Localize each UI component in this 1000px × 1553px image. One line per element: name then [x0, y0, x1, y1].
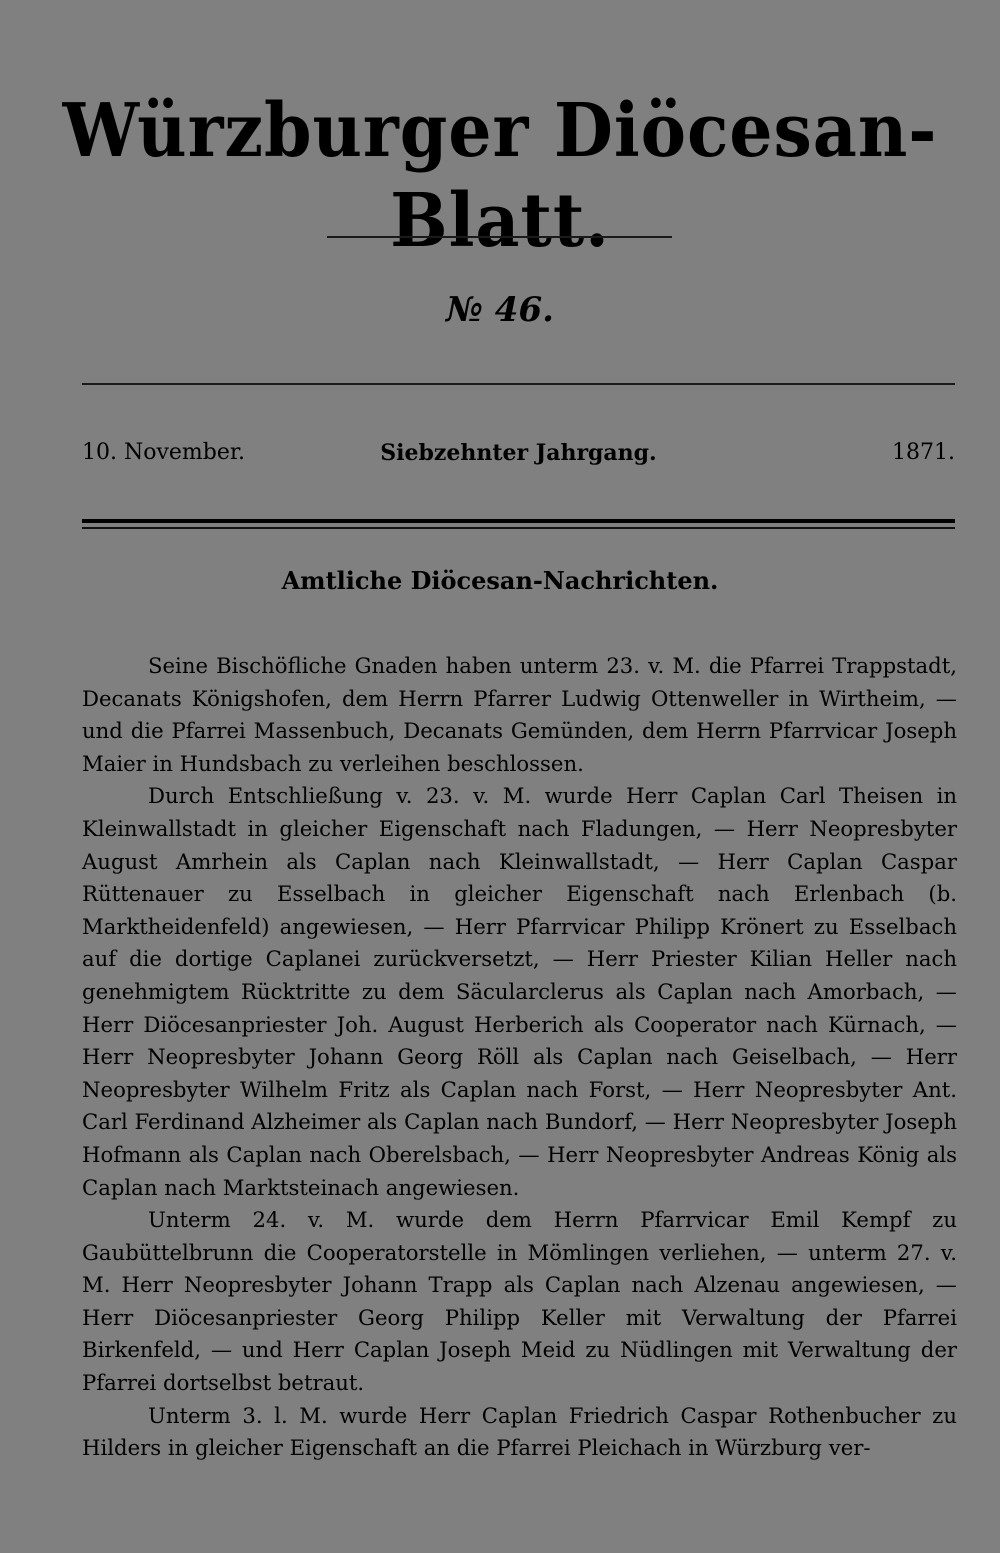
paragraph-4: Unterm 3. l. M. wurde Herr Caplan Friedrich Caspar Rothenbucher zu Hilders in gleicher Eigenschaft an die Pfarrei Pleichach in Würzburg ver-: [82, 1402, 957, 1461]
issue-date: 10. November.: [82, 440, 245, 465]
thin-divider: [82, 383, 955, 385]
paragraph-1: Seine Bischöfliche Gnaden haben unterm 23. v. M. die Pfarrei Trappstadt, Decanats Königshofen, dem Herrn Pfarrer Ludwig Ottenweller in Wirtheim, — und die Pfarrei Massenbuch, Decanats Gemünden, dem Herrn Pfarrvicar Joseph Maier in Hundsbach zu verleihen beschlossen.: [82, 653, 957, 776]
issue-number: № 46.: [446, 290, 554, 330]
heavy-divider-secondary: [82, 527, 955, 529]
paragraph-2: Durch Entschließung v. 23. v. M. wurde Herr Caplan Carl Theisen in Kleinwallstadt in gleicher Eigenschaft nach Fladungen, — Herr Neopresbyter August Amrhein als Caplan nach Kleinwallstadt, — Herr Caplan Caspar Rüttenauer zu Esselbach in gleicher Eigenschaft nach Erlenbach (b. Marktheidenfeld) angewiesen, — Herr Pfarrvicar Philipp Krönert zu Esselbach auf die dortige Caplanei zurückversetzt, — Herr Priester Kilian Heller nach genehmigtem Rücktritte zu dem Säcularclerus als Caplan nach Amorbach, — Herr Diöcesanpriester Joh. August Herberich als Cooperator nach Kürnach, — Herr Neopresbyter Johann Georg Röll als Caplan nach Geiselbach, — Herr Neopresbyter Wilhelm Fritz als Caplan nach Forst, — Herr Neopresbyter Ant. Carl Ferdinand Alzheimer als Caplan nach Bundorf, — Herr Neopresbyter Joseph Hofmann als Caplan nach Oberelsbach, — Herr Neopresbyter Andreas König als Caplan nach Marktsteinach angewiesen.: [82, 783, 957, 1200]
article-body: [82, 650, 957, 1465]
issue-year: 1871.: [892, 440, 955, 465]
heavy-divider: [82, 519, 955, 527]
paragraph-3: Unterm 24. v. M. wurde dem Herrn Pfarrvicar Emil Kempf zu Gaubüttelbrunn die Cooperatorstelle in Mömlingen verliehen, — unterm 27. v. M. Herr Neopresbyter Johann Trapp als Caplan nach Alzenau angewiesen, — Herr Diöcesanpriester Georg Philipp Keller mit Verwaltung der Pfarrei Birkenfeld, — und Herr Caplan Joseph Meid zu Nüdlingen mit Verwaltung der Pfarrei dortselbst betraut.: [82, 1207, 957, 1396]
section-heading: Amtliche Diöcesan-Nachrichten.: [281, 566, 719, 595]
volume-label: Siebzehnter Jahrgang.: [380, 440, 657, 466]
short-divider: [327, 236, 672, 238]
masthead-title: Würzburger Diöcesan-Blatt.: [62, 88, 938, 264]
dateline: [82, 436, 955, 472]
